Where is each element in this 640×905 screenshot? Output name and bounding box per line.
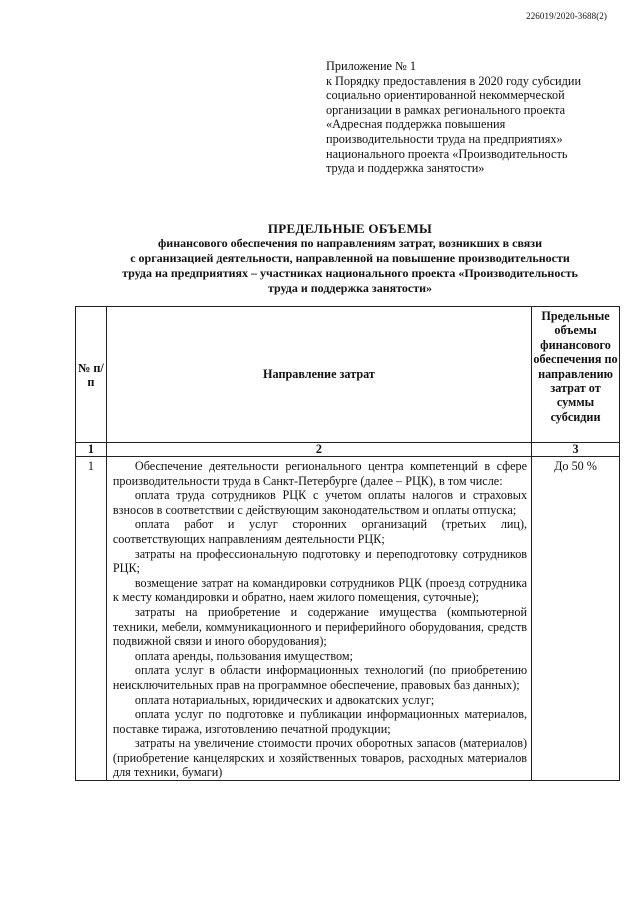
row-paragraph: Обеспечение деятельности регионального центра компетенций в сфере производительности труда в Санкт-Петербурге (далее – РЦК), в том числе: — [112, 459, 528, 488]
row-paragraph: затраты на профессиональную подготовку и переподготовку сотрудников РЦК; — [112, 546, 528, 576]
row-paragraph: оплата услуг по подготовке и публикации информационных материалов, поставке тиража, изготовлению печатной продукции; — [112, 707, 528, 736]
title-main: ПРЕДЕЛЬНЫЕ ОБЪЕМЫ — [267, 221, 433, 236]
document-title — [60, 221, 640, 296]
row-paragraph: оплата труда сотрудников РЦК с учетом оплаты налогов и страховых взносов в соответствии с действующим законодательством и оплаты отпуска; — [112, 488, 528, 517]
appendix-line: к Порядку предоставления в 2020 году субсидии — [326, 73, 582, 88]
row-number: 1 — [76, 457, 107, 781]
row-paragraph: затраты на увеличение стоимости прочих оборотных запасов (материалов) (приобретение канцелярских и хозяйственных товаров, расходных материалов для техники, бумаги) — [112, 736, 528, 780]
appendix-line: труда и поддержка занятости» — [326, 161, 485, 176]
row-description — [106, 457, 531, 781]
column-numbers-row — [76, 443, 620, 457]
appendix-line: Приложение № 1 — [326, 59, 417, 73]
row-paragraph: оплата работ и услуг сторонних организаций (третьих лиц), соответствующих направлениям деятельности РЦК; — [112, 517, 528, 546]
document-number: 226019/2020-3688(2) — [526, 11, 607, 21]
title-line: финансового обеспечения по направлениям затрат, возникших в связи — [157, 236, 543, 250]
appendix-line: организации в рамках регионального проекта — [326, 102, 566, 117]
row-limit: До 50 % — [532, 457, 620, 781]
table-header-row — [76, 307, 620, 443]
appendix-note — [326, 59, 616, 176]
title-line: труда и поддержка занятости» — [267, 281, 433, 295]
row-paragraph: оплата аренды, пользования имуществом; — [134, 648, 353, 663]
header-limit: Предельные объемы финансового обеспечения по направлению затрат от суммы субсидии — [532, 307, 620, 443]
appendix-line: социально ориентированной некоммерческой — [326, 88, 565, 103]
column-number: 3 — [532, 443, 620, 457]
appendix-line: национального проекта «Производительность — [326, 146, 568, 161]
header-number: № п/п — [76, 307, 107, 443]
appendix-line: «Адресная поддержка повышения — [326, 117, 506, 132]
limits-table — [75, 306, 620, 781]
title-line: с организацией деятельности, направленной на повышение производительности — [130, 251, 570, 265]
row-paragraph: возмещение затрат на командировки сотрудников РЦК (проезд сотрудника к месту командировки и обратно, наем жилого помещения, суточные); — [112, 575, 528, 605]
row-paragraph: оплата нотариальных, юридических и адвокатских услуг; — [134, 692, 435, 707]
column-number: 1 — [76, 443, 107, 457]
row-paragraph: оплата услуг в области информационных технологий (по приобретению неисключительных прав на программное обеспечение, правовых баз данных); — [112, 663, 528, 692]
appendix-line: производительности труда на предприятиях» — [326, 131, 563, 146]
table-row — [76, 457, 620, 781]
title-line: труда на предприятиях – участниках национального проекта «Производительность — [122, 266, 578, 280]
column-number: 2 — [106, 443, 531, 457]
row-paragraph: затраты на приобретение и содержание имущества (компьютерной техники, мебели, коммуникационного и периферийного оборудования, средств подвижной связи и иного оборудования); — [112, 604, 528, 649]
header-direction: Направление затрат — [106, 307, 531, 443]
